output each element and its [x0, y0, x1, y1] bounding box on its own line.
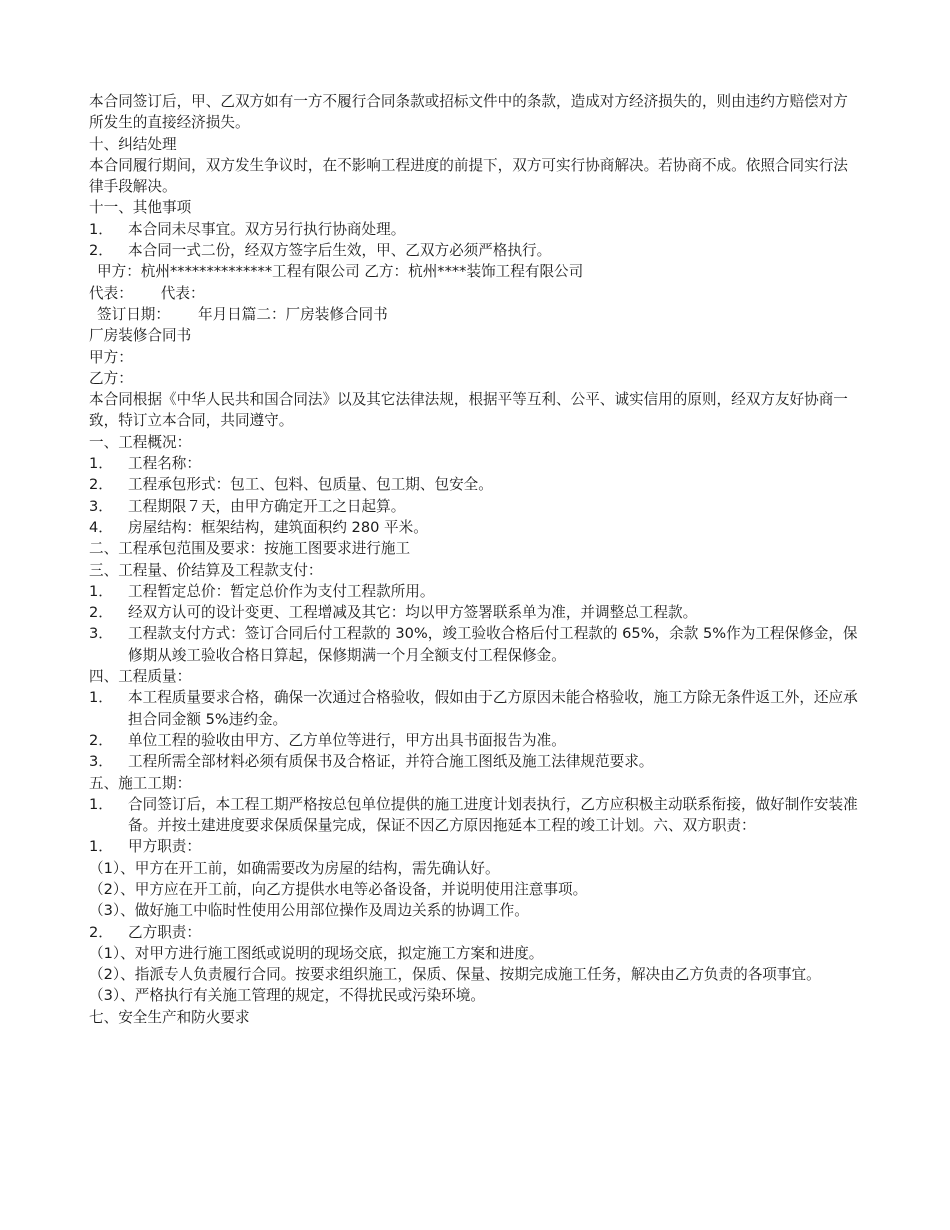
list-item: [89, 794, 861, 837]
list-number: 1．: [89, 795, 113, 813]
list-item: [89, 453, 861, 474]
heading-quality: 四、工程质量：: [89, 668, 192, 686]
list-text: 经双方认可的设计变更、工程增减及其它：均以甲方签署联系单为准，并调整总工程款。: [128, 604, 698, 622]
list-number: 1．: [89, 582, 113, 600]
sub-item: （3）、严格执行有关施工管理的规定，不得扰民或污染环境。: [89, 987, 486, 1005]
party-b-label: 乙方：: [89, 369, 133, 387]
list-text: 甲方职责：: [128, 838, 201, 856]
sub-item: （2）、指派专人负责履行合同。按要求组织施工，保质、保量、按期完成施工任务，解决由乙方负责的各项事宜。: [89, 966, 821, 984]
list-item: [89, 517, 861, 538]
list-text: 工程暂定总价：暂定总价作为支付工程款所用。: [128, 582, 435, 600]
document-title: 厂房装修合同书: [89, 327, 192, 345]
list-text: 工程期限７天，由甲方确定开工之日起算。: [128, 497, 406, 515]
paragraph-breach-liability: 本合同签订后，甲、乙双方如有一方不履行合同条款或招标文件中的条款，造成对方经济损失的，则由违约方赔偿对方所发生的直接经济损失。: [89, 93, 848, 132]
heading-project-overview: 一、工程概况：: [89, 433, 192, 451]
signing-date-value: 年月日篇二：厂房装修合同书: [197, 305, 388, 323]
document-body: [89, 91, 861, 1028]
heading-dispute: 十、纠结处理: [89, 135, 177, 153]
list-number: 2．: [89, 476, 113, 494]
list-number: 3．: [89, 753, 113, 771]
list-number: 3．: [89, 625, 113, 643]
list-item: [89, 496, 861, 517]
list-number: 1．: [89, 838, 113, 856]
list-item: [89, 687, 861, 730]
list-text: 本工程质量要求合格，确保一次通过合格验收，假如由于乙方原因未能合格验收，施工方除无条件返工外，还应承担合同金额 5%违约金。: [128, 689, 858, 728]
heading-payment: 三、工程量、价结算及工程款支付：: [89, 561, 323, 579]
list-text: 本合同一式二份，经双方签字后生效，甲、乙双方必须严格执行。: [128, 242, 552, 260]
list-item: [89, 581, 861, 602]
party-a-label: 甲方：: [89, 348, 133, 366]
list-text: 工程款支付方式：签订合同后付工程款的 30%，竣工验收合格后付工程款的 65%，余款 5%作为工程保修金，保修期从竣工验收合格日算起，保修期满一个月全额支付工程保修金。: [128, 625, 858, 664]
heading-other-matters: 十一、其他事项: [89, 199, 192, 217]
list-number: 2．: [89, 242, 113, 260]
signing-date-line: [89, 304, 861, 325]
sub-item: （1）、对甲方进行施工图纸或说明的现场交底，拟定施工方案和进度。: [89, 944, 544, 962]
heading-safety: 七、安全生产和防火要求: [89, 1008, 250, 1026]
list-text: 乙方职责：: [128, 923, 201, 941]
list-item: [89, 623, 861, 666]
representative-b-label: 代表：: [160, 284, 205, 302]
sub-item: （2）、甲方应在开工前，向乙方提供水电等必备设备，并说明使用注意事项。: [89, 880, 588, 898]
list-item: [89, 219, 861, 240]
list-item: [89, 836, 861, 857]
list-item: [89, 730, 861, 751]
list-text: 工程承包形式：包工、包料、包质量、包工期、包安全。: [128, 476, 493, 494]
list-number: 1．: [89, 689, 113, 707]
list-number: 4．: [89, 518, 113, 536]
sub-item: （3）、做好施工中临时性使用公用部位操作及周边关系的协调工作。: [89, 902, 529, 920]
heading-schedule: 五、施工工期：: [89, 774, 192, 792]
list-text: 合同签订后，本工程工期严格按总包单位提供的施工进度计划表执行，乙方应积极主动联系衔接，做好制作安装准备。并按土建进度要求保质保量完成，保证不因乙方原因拖延本工程的竣工计划。六、双方职责：: [128, 795, 858, 835]
list-text: 单位工程的验收由甲方、乙方单位等进行，甲方出具书面报告为准。: [128, 731, 566, 749]
sub-item: （1）、甲方在开工前，如确需要改为房屋的结构，需先确认好。: [89, 859, 500, 877]
list-text: 工程所需全部材料必须有质保书及合格证，并符合施工图纸及施工法律规范要求。: [128, 753, 654, 771]
list-text: 本合同未尽事宜。双方另行执行协商处理。: [128, 220, 406, 238]
list-item: [89, 751, 861, 772]
list-number: 2．: [89, 923, 113, 941]
list-text: 工程名称：: [128, 455, 201, 473]
list-item: [89, 474, 861, 495]
list-number: 1．: [89, 455, 113, 473]
list-number: 2．: [89, 731, 113, 749]
list-item: [89, 602, 861, 623]
list-item: [89, 240, 861, 261]
representative-a-label: 代表：: [89, 284, 133, 302]
list-number: 3．: [89, 497, 113, 515]
list-number: 1．: [89, 220, 113, 238]
list-number: 2．: [89, 604, 113, 622]
representatives-line: [89, 283, 861, 304]
list-text: 房屋结构：框架结构，建筑面积约 280 平米。: [128, 518, 428, 536]
parties-line: 甲方：杭州**************工程有限公司 乙方：杭州****装饰工程有限公司: [97, 263, 584, 281]
paragraph-dispute: 本合同履行期间，双方发生争议时，在不影响工程进度的前提下，双方可实行协商解决。若协商不成。依照合同实行法律手段解决。: [89, 156, 848, 196]
paragraph-preamble: 本合同根据《中华人民共和国合同法》以及其它法律法规，根据平等互利、公平、诚实信用的原则，经双方友好协商一致，特订立本合同，共同遵守。: [89, 391, 848, 430]
signing-date-label: 签订日期：: [97, 305, 170, 323]
heading-scope: 二、工程承包范围及要求：按施工图要求进行施工: [89, 540, 411, 558]
list-item: [89, 922, 861, 943]
